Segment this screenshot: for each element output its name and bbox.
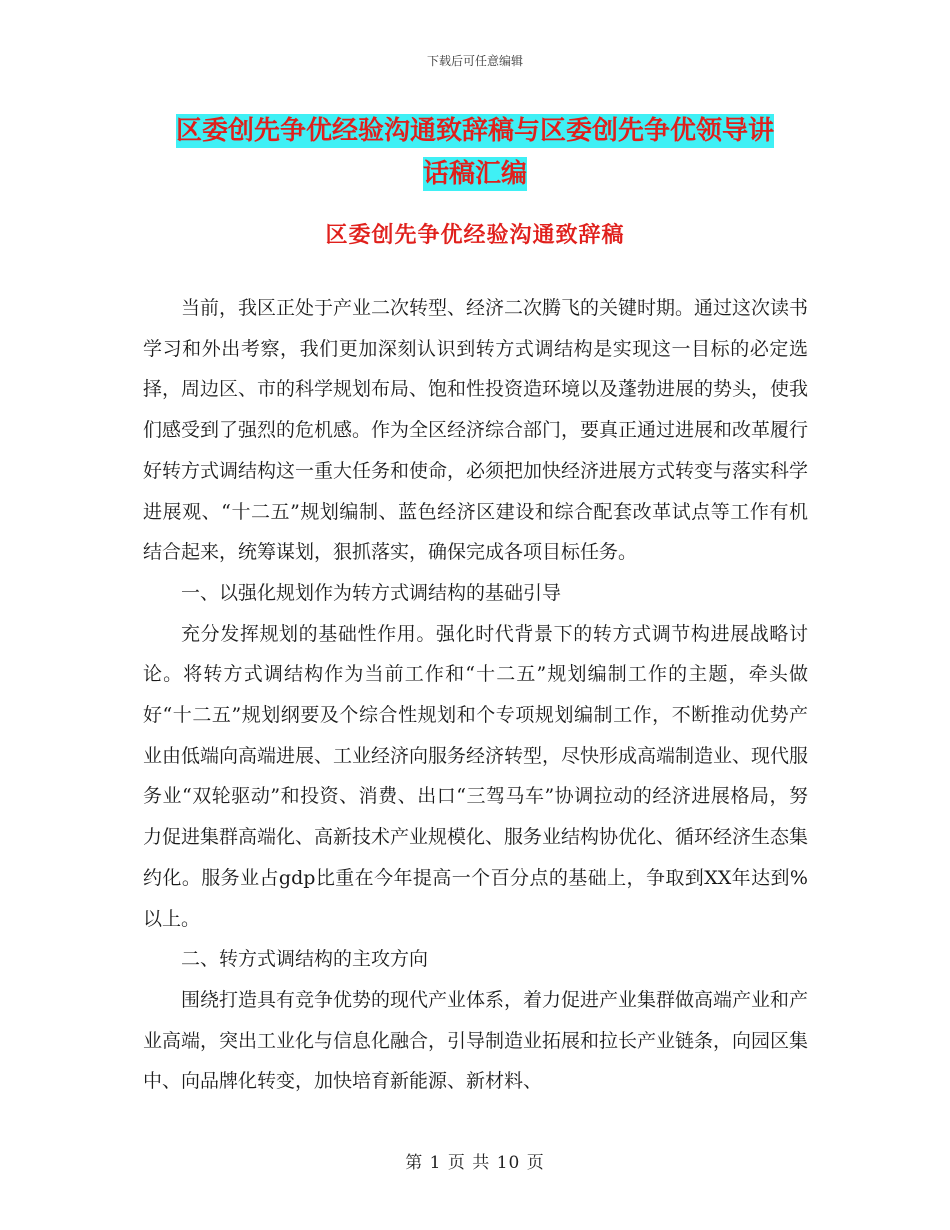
section-title: 区委创先争优经验沟通致辞稿 [325, 223, 625, 248]
page-footer: 第 1 页 共 10 页 [405, 1153, 545, 1173]
document-title [140, 110, 810, 196]
paragraph-part-2: 围绕打造具有竞争优势的现代产业体系，着力促进产业集群做高端产业和产业高端，突出工业化与信息化融合，引导制造业拓展和拉长产业链条，向园区集中、向品牌化转变，加快培育新能源、新材料、 [143, 988, 809, 1093]
heading-part-2: 二、转方式调结构的主攻方向 [181, 948, 429, 971]
document-title-line-2: 话稿汇编 [422, 159, 527, 189]
paragraph-intro: 当前，我区正处于产业二次转型、经济二次腾飞的关键时期。通过这次读书学习和外出考察，我们更加深刻认识到转方式调结构是实现这一目标的必定选择，周边区、市的科学规划布局、饱和性投资造环境以及蓬勃进展的势头，使我们感受到了强烈的危机感。作为全区经济综合部门，要真正通过进展和改革履行好转方式调结构这一重大任务和使命，必须把加快经济进展方式转变与落实科学进展观、“十二五”规划编制、蓝色经济区建设和综合配套改革试点等工作有机结合起来，统筹谋划，狠抓落实，确保完成各项目标任务。 [143, 297, 809, 564]
document-body [143, 288, 808, 1102]
paragraph-part-1: 充分发挥规划的基础性作用。强化时代背景下的转方式调节构进展战略讨论。将转方式调结构作为当前工作和“十二五”规划编制工作的主题，牵头做好“十二五”规划纲要及个综合性规划和个专项规划编制工作，不断推动优势产业由低端向高端进展、工业经济向服务经济转型，尽快形成高端制造业、现代服务业“双轮驱动”和投资、消费、出口“三驾马车”协调拉动的经济进展格局，努力促进集群高端化、高新技术产业规模化、服务业结构协优化、循环经济生态集约化。服务业占gdp比重在今年提高一个百分点的基础上，争取到XX年达到%以上。 [143, 622, 809, 930]
heading-part-1: 一、以强化规划作为转方式调结构的基础引导 [181, 581, 562, 604]
header-note: 下载后可任意编辑 [426, 54, 523, 68]
document-title-line-1: 区委创先争优经验沟通致辞稿与区委创先争优领导讲 [175, 116, 774, 146]
